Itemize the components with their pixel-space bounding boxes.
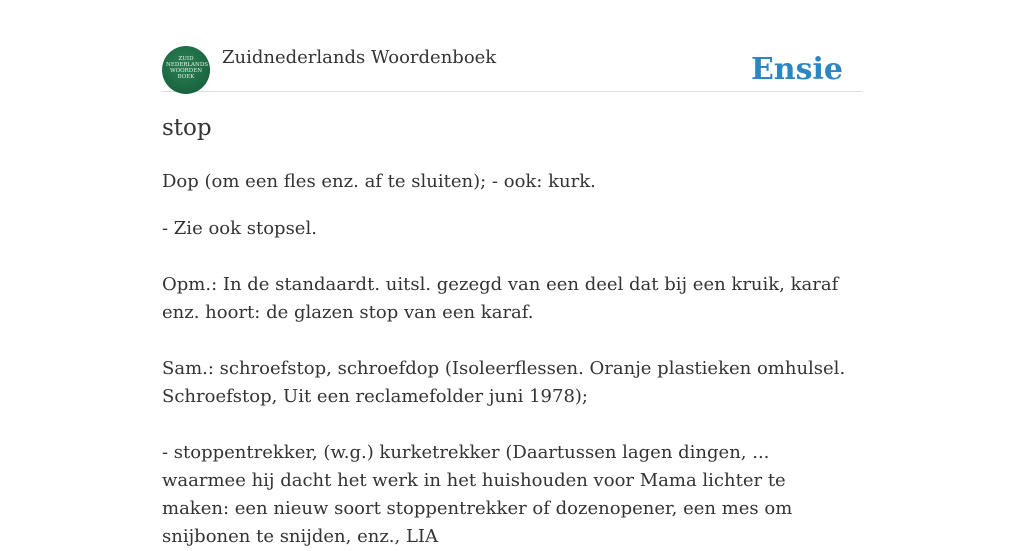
site-header: [162, 46, 862, 92]
entry-headword: stop: [162, 115, 212, 141]
logo-text: ZUID NEDERLANDS WOORDEN BOEK: [166, 56, 209, 80]
dictionary-name[interactable]: Zuidnederlands Woordenboek: [222, 47, 497, 68]
entry-compounds-continued: - stoppentrekker, (w.g.) kurketrekker (Daartussen lagen dingen, ... waarmee hij dacht het werk in het huishouden voor Mama lichter te maken: een nieuw soort stoppentrekker of dozenopener, een mes om snijbonen te snijden, enz., LIA: [162, 442, 793, 547]
ensie-brand-logo[interactable]: Ensie: [750, 52, 843, 87]
entry-see-also: - Zie ook stopsel.: [162, 218, 317, 239]
dictionary-logo[interactable]: [162, 46, 210, 94]
entry-content: [162, 168, 852, 551]
entry-remark: Opm.: In de standaardt. uitsl. gezegd van een deel dat bij een kruik, karaf enz. hoort: de glazen stop van een karaf.: [162, 274, 839, 323]
entry-compounds: Sam.: schroefstop, schroefdop (Isoleerflessen. Oranje plastieken omhulsel. Schroefstop, Uit een reclamefolder juni 1978);: [162, 358, 846, 407]
entry-definition: Dop (om een fles enz. af te sluiten); - ook: kurk.: [162, 171, 596, 192]
